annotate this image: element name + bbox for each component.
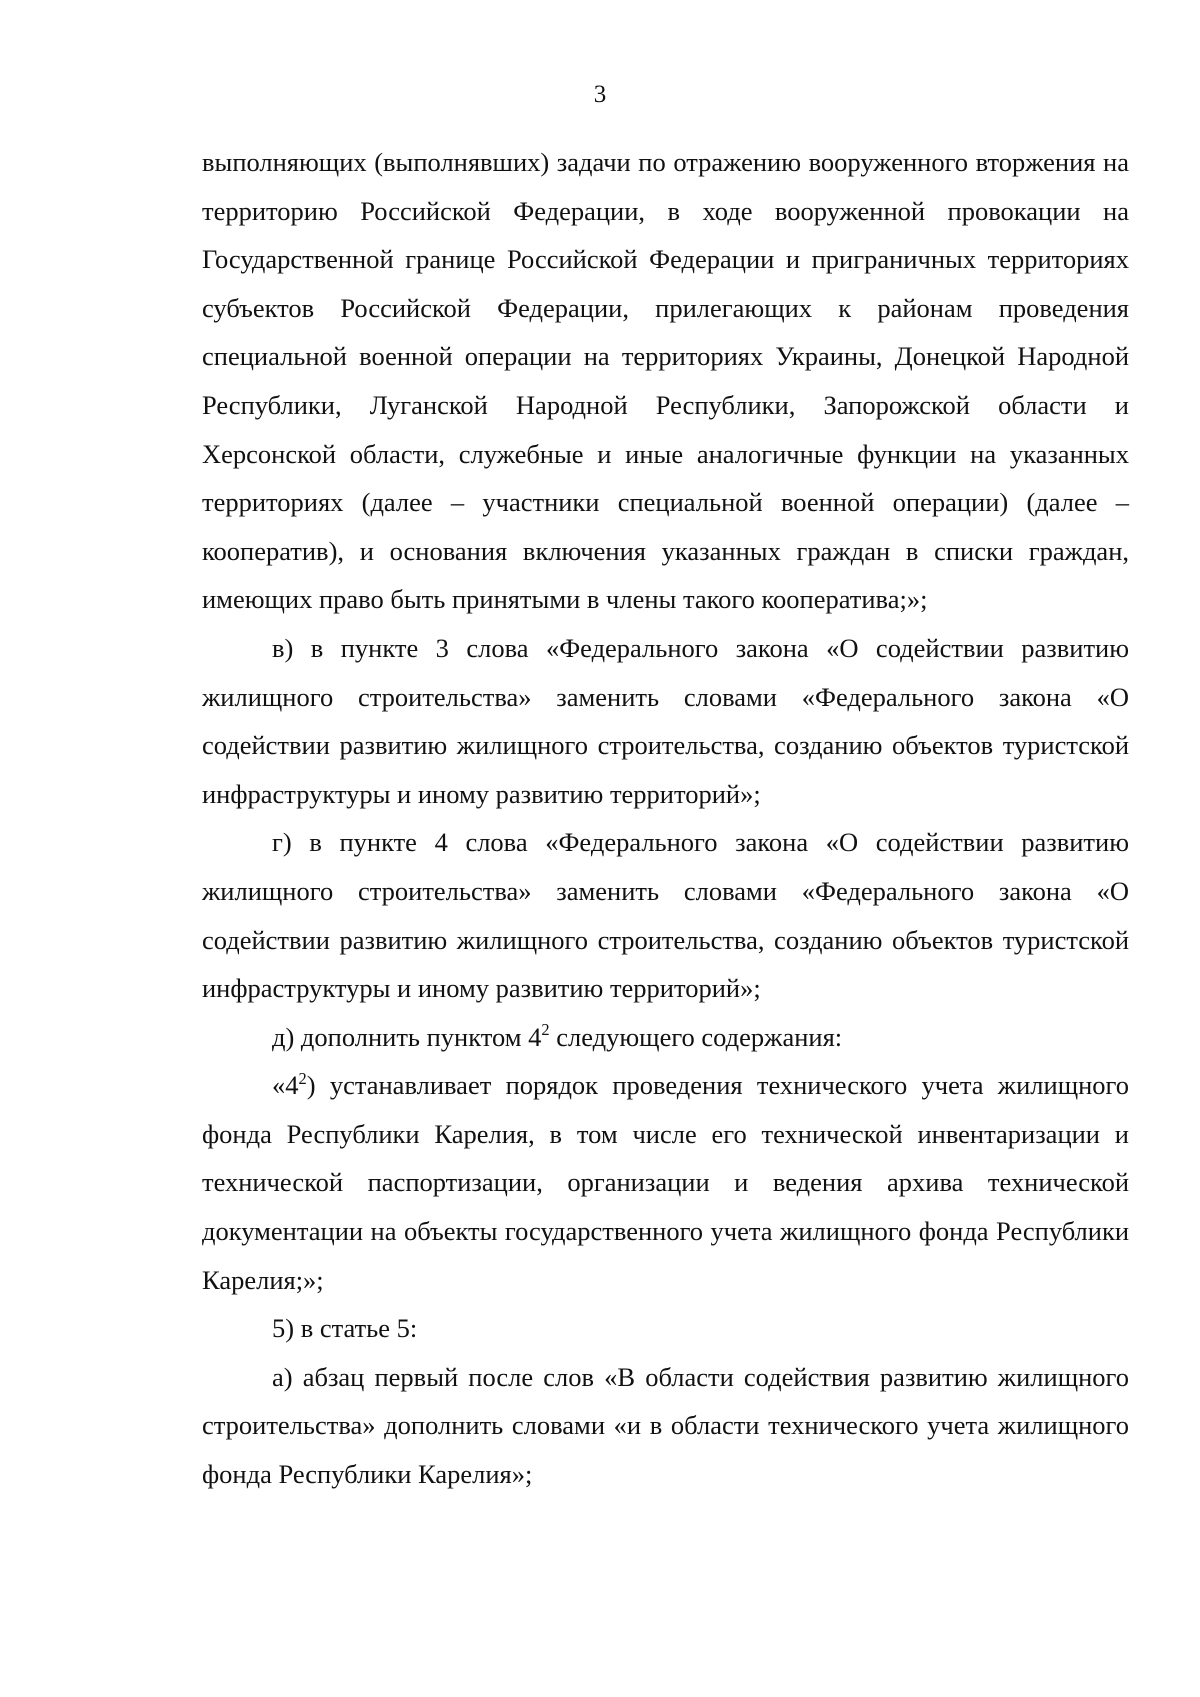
- paragraph-continuation: выполняющих (выполнявших) задачи по отражению вооруженного вторжения на территорию Российской Федерации, в ходе вооруженной провокации на Государственной границе Российской Федерации и приграничных территориях субъектов Российской Федерации, прилегающих к районам проведения специальной военной операции на территориях Украины, Донецкой Народной Республики, Луганской Народной Республики, Запорожской области и Херсонской области, служебные и иные аналогичные функции на указанных территориях (далее – участники специальной военной операции) (далее – кооператив), и основания включения указанных граждан в списки граждан, имеющих право быть принятыми в члены такого кооператива;»;: [202, 147, 1129, 615]
- paragraph-item-d: [202, 1013, 1129, 1062]
- paragraph-item-d-text: д) дополнить пунктом 4: [272, 1021, 542, 1052]
- page-number: 3: [593, 81, 607, 108]
- superscript: 2: [541, 1020, 550, 1040]
- paragraph-item-v: в) в пункте 3 слова «Федерального закона «О содействии развитию жилищного строительства» заменить словами «Федерального закона «О содействии развитию жилищного строительства, созданию объектов туристской инфраструктуры и иному развитию территорий»;: [202, 632, 1129, 809]
- paragraph-new-point-text: «4: [272, 1070, 299, 1101]
- paragraph-item-d-text-end: следующего содержания:: [549, 1021, 843, 1052]
- superscript: 2: [298, 1068, 307, 1088]
- paragraph-item-5: 5) в статье 5:: [272, 1313, 418, 1344]
- paragraph-new-point-text-end: ) устанавливает порядок проведения технического учета жилищного фонда Республики Карелия, в том числе его технической инвентаризации и технической паспортизации, организации и ведения архива технической документации на объекты государственного учета жилищного фонда Республики Карелия;»;: [202, 1070, 1129, 1295]
- paragraph-item-a: а) абзац первый после слов «В области содействия развитию жилищного строительства» дополнить словами «и в области технического учета жилищного фонда Республики Карелия»;: [202, 1361, 1129, 1490]
- paragraph-new-point-4-2: [202, 1061, 1129, 1304]
- document-body: [202, 138, 1129, 1499]
- paragraph-item-g: г) в пункте 4 слова «Федерального закона «О содействии развитию жилищного строительства» заменить словами «Федерального закона «О содействии развитию жилищного строительства, созданию объектов туристской инфраструктуры и иному развитию территорий»;: [202, 827, 1129, 1004]
